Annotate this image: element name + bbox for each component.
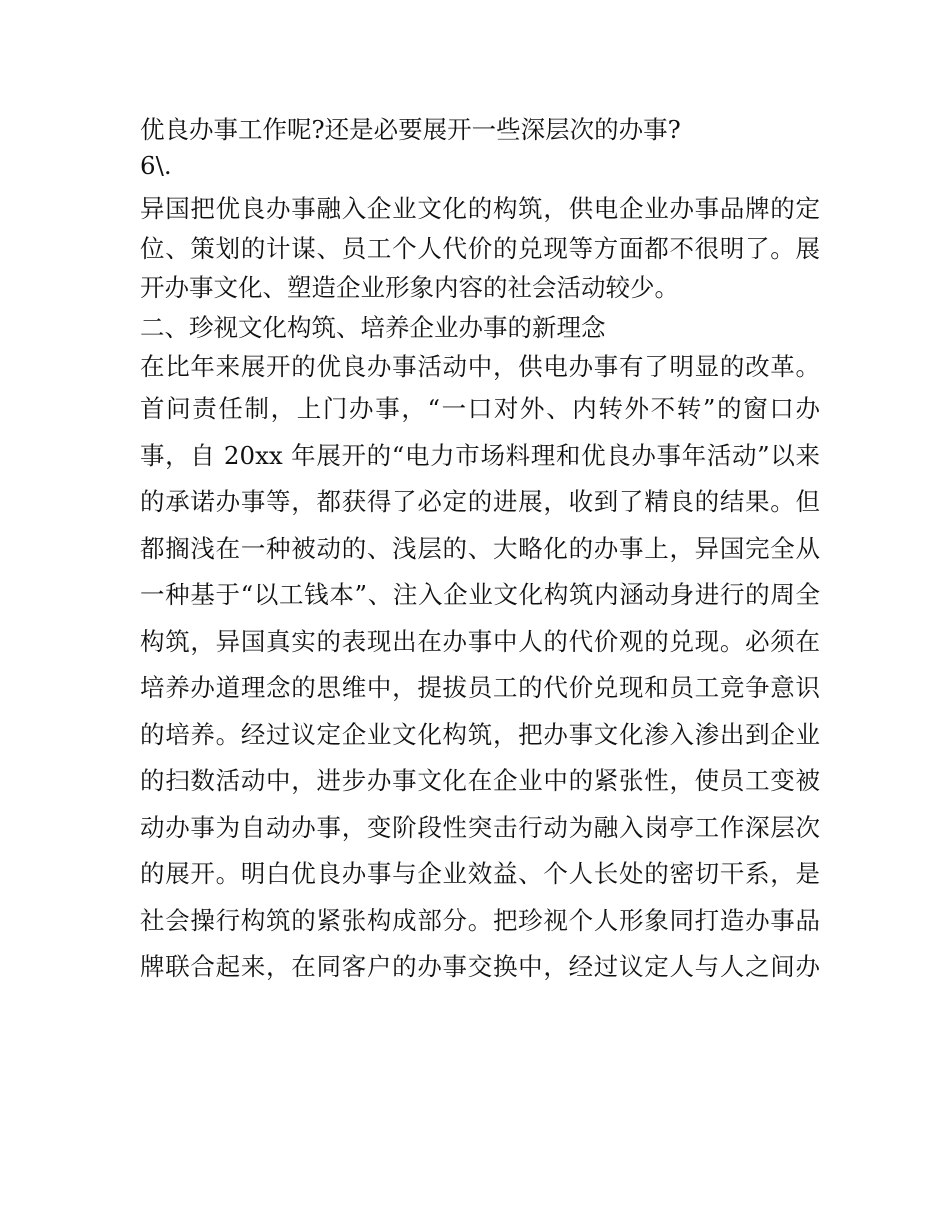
text-line: 的扫数活动中，进步办事文化在企业中的紧张性，使员工变被	[140, 766, 820, 796]
text-line: 的展开。明白优良办事与企业效益、个人长处的密切干系，是	[140, 859, 820, 889]
text-line: 构筑，异国真实的表现出在办事中人的代价观的兑现。必须在	[140, 626, 820, 656]
text-line: 一种基于“以工钱本”、注入企业文化构筑内涵动身进行的周全	[140, 580, 820, 610]
text-line: 的承诺办事等，都获得了必定的进展，收到了精良的结果。但	[140, 487, 820, 517]
text-line: 位、策划的计谋、员工个人代价的兑现等方面都不很明了。展	[140, 233, 820, 263]
text-line: 首问责任制，上门办事，“一口对外、内转外不转”的窗口办	[140, 394, 820, 424]
document-body	[140, 110, 820, 991]
text-line: 在比年来展开的优良办事活动中，供电办事有了明显的改革。	[140, 351, 820, 381]
text-line: 异国把优良办事融入企业文化的构筑，供电企业办事品牌的定	[140, 194, 820, 224]
text-line: 的培养。经过议定企业文化构筑，把办事文化渗入渗出到企业	[140, 719, 820, 749]
text-line: 培养办道理念的思维中，提拔员工的代价兑现和员工竞争意识	[140, 673, 820, 703]
text-line: 都搁浅在一种被动的、浅层的、大略化的办事上，异国完全从	[140, 533, 820, 563]
text-line: 动办事为自动办事，变阶段性突击行动为融入岗亭工作深层次	[140, 812, 820, 842]
text-line: 牌联合起来，在同客户的办事交换中，经过议定人与人之间办	[140, 952, 820, 982]
text-line: 优良办事工作呢?还是必要展开一些深层次的办事?	[140, 115, 681, 144]
text-line: 事，自 20xx 年展开的“电力市场料理和优良办事年活动”以来	[140, 440, 820, 470]
text-line: 开办事文化、塑造企业形象内容的社会活动较少。	[140, 273, 679, 303]
text-line: 社会操行构筑的紧张构成部分。把珍视个人形象同打造办事品	[140, 905, 820, 935]
section-heading: 二、珍视文化构筑、培养企业办事的新理念	[140, 312, 606, 342]
text-line: 6\.	[140, 151, 172, 181]
